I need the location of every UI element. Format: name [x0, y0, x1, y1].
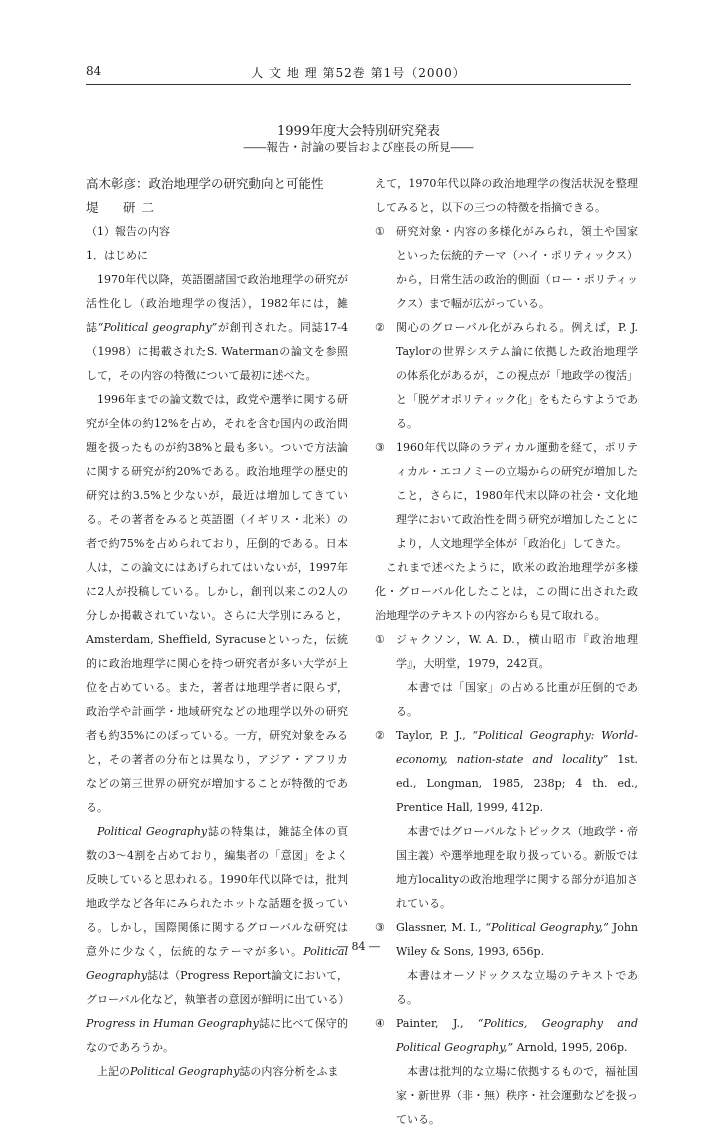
reference-item: ② Taylor, P. J., “Political Geography: World-economy, nation-state and locality” 1st. ed., Longman, 1985, 238p; 4 th. ed., Prentice Hall, 1999, 412p. — [375, 729, 638, 814]
list-item: ② 関心のグローバル化がみられる。例えば，P. J. Taylorの世界システム論に依拠した政治地理学の体系化があるが，この視点が「地政学の復活」と「脱ゲオポリティック化」をもたらすようである。 — [375, 321, 638, 430]
section-subtitle: ――報告・討論の要旨および座長の所見―― — [243, 140, 474, 154]
list-item: ① 研究対象・内容の多様化がみられ，領土や国家といった伝統的テーマ（ハイ・ポリティックス）から，日常生活の政治的側面（ロー・ポリティックス）まで幅が広がっている。 — [375, 225, 638, 310]
right-column — [375, 172, 638, 1132]
footer-page-number: ― 84 ― — [337, 940, 380, 953]
paragraph: 1970年代以降，英語圏諸国で政治地理学の研究が活性化し（政治地理学の復活），1982年には，雑誌“Political geography”が創刊された。同誌17-4（1998）に掲載されたS. Watermanの論文を参照して，その内容の特徴について最初に述べた。 — [86, 273, 349, 382]
reference-item: ④ Painter, J., “Politics, Geography and Political Geography,” Arnold, 1995, 206p. — [375, 1017, 638, 1054]
reference-note: 本書ではグローバルなトピックス（地政学・帝国主義）や選挙地理を取り扱っている。新版では地方localityの政治地理学に関する部分が追加されている。 — [396, 825, 638, 910]
heading-intro: 1．はじめに — [86, 249, 148, 262]
article-title: 高木彰彦：政治地理学の研究動向と可能性 — [86, 176, 324, 191]
paragraph: 上記のPolitical Geography誌の内容分析をふま — [97, 1065, 339, 1078]
paragraph: 1996年までの論文数では，政党や選挙に関する研究が全体の約12%を占め，それを含む国内の政治問題を扱ったものが約38%と最も多い。ついで方法論に関する研究が約20%である。政治地理学の歴史的研究は約3.5%と少ないが，最近は増加してきている。その著者をみると英語圏（イギリス・北米）の者で約75%を占められており，圧倒的である。日本人は，この論文にはあげられてはいないが，1997年に2人が投稿している。しかし，創刊以来この2人の分しか掲載されていない。さらに大学別にみると，Amsterdam, Sheffield, Syracuseといった，伝統的に政治地理学に関心を持つ研究者が多い大学が上位を占めている。また，著者は地理学者に限らず，政治学や計画学・地域研究などの地理学以外の研究者も約35%にのぼっている。一方，研究対象をみると，その著者の分布とは異なり，アジア・アフリカなどの第三世界の研究が増加することが特徴的である。 — [86, 393, 348, 814]
running-head: 人 文 地 理 第52巻 第1号（2000） — [251, 66, 466, 80]
page-number: 84 — [86, 64, 102, 78]
section-title: 1999年度大会特別研究発表 — [276, 124, 441, 139]
paragraph: これまで述べたように，欧米の政治地理学が多様化・グローバル化したことは，この間に出された政治地理学のテキストの内容からも見て取れる。 — [375, 561, 638, 622]
paragraph: えて，1970年代以降の政治地理学の復活状況を整理してみると，以下の三つの特徴を指摘できる。 — [375, 177, 638, 214]
reference-note: 本書では「国家」の占める比重が圧倒的である。 — [396, 681, 638, 718]
reference-item: ① ジャクソン，W. A. D.，横山昭市『政治地理学』，大明堂，1979，242頁。 — [375, 633, 638, 670]
header-rule — [86, 84, 631, 85]
chair-name: 堤 研二 — [86, 200, 161, 215]
heading-report: （1）報告の内容 — [86, 225, 170, 238]
paragraph: Political Geography誌の特集は，雑誌全体の頁数の3～4割を占めており，編集者の「意図」をよく反映していると思われる。1990年代以降では，批判地政学など各年にみられたホットな話題を扱っている。しかし，国際関係に関するグローバルな研究は意外に少なく，伝統的なテーマが多い。Political Geography誌は（Progress Report論文において，グローバル化など，執筆者の意図が鮮明に出ている）Progress in Human Geography誌に比べて保守的なのであろうか。 — [86, 825, 350, 1054]
reference-item: ③ Glassner, M. I., “Political Geography,” John Wiley & Sons, 1993, 656p. — [375, 921, 638, 958]
reference-note: 本書は批判的な立場に依拠するもので，福祉国家・新世界（非・無）秩序・社会運動などを扱っている。 — [396, 1065, 638, 1126]
list-item: ③ 1960年代以降のラディカル運動を経て，ポリティカル・エコノミーの立場からの研究が増加したこと，さらに，1980年代末以降の社会・文化地理学において政治性を問う研究が増加したことにより，人文地理学全体が「政治化」してきた。 — [375, 441, 638, 550]
reference-note: 本書はオーソドックスな立場のテキストである。 — [396, 969, 638, 1006]
